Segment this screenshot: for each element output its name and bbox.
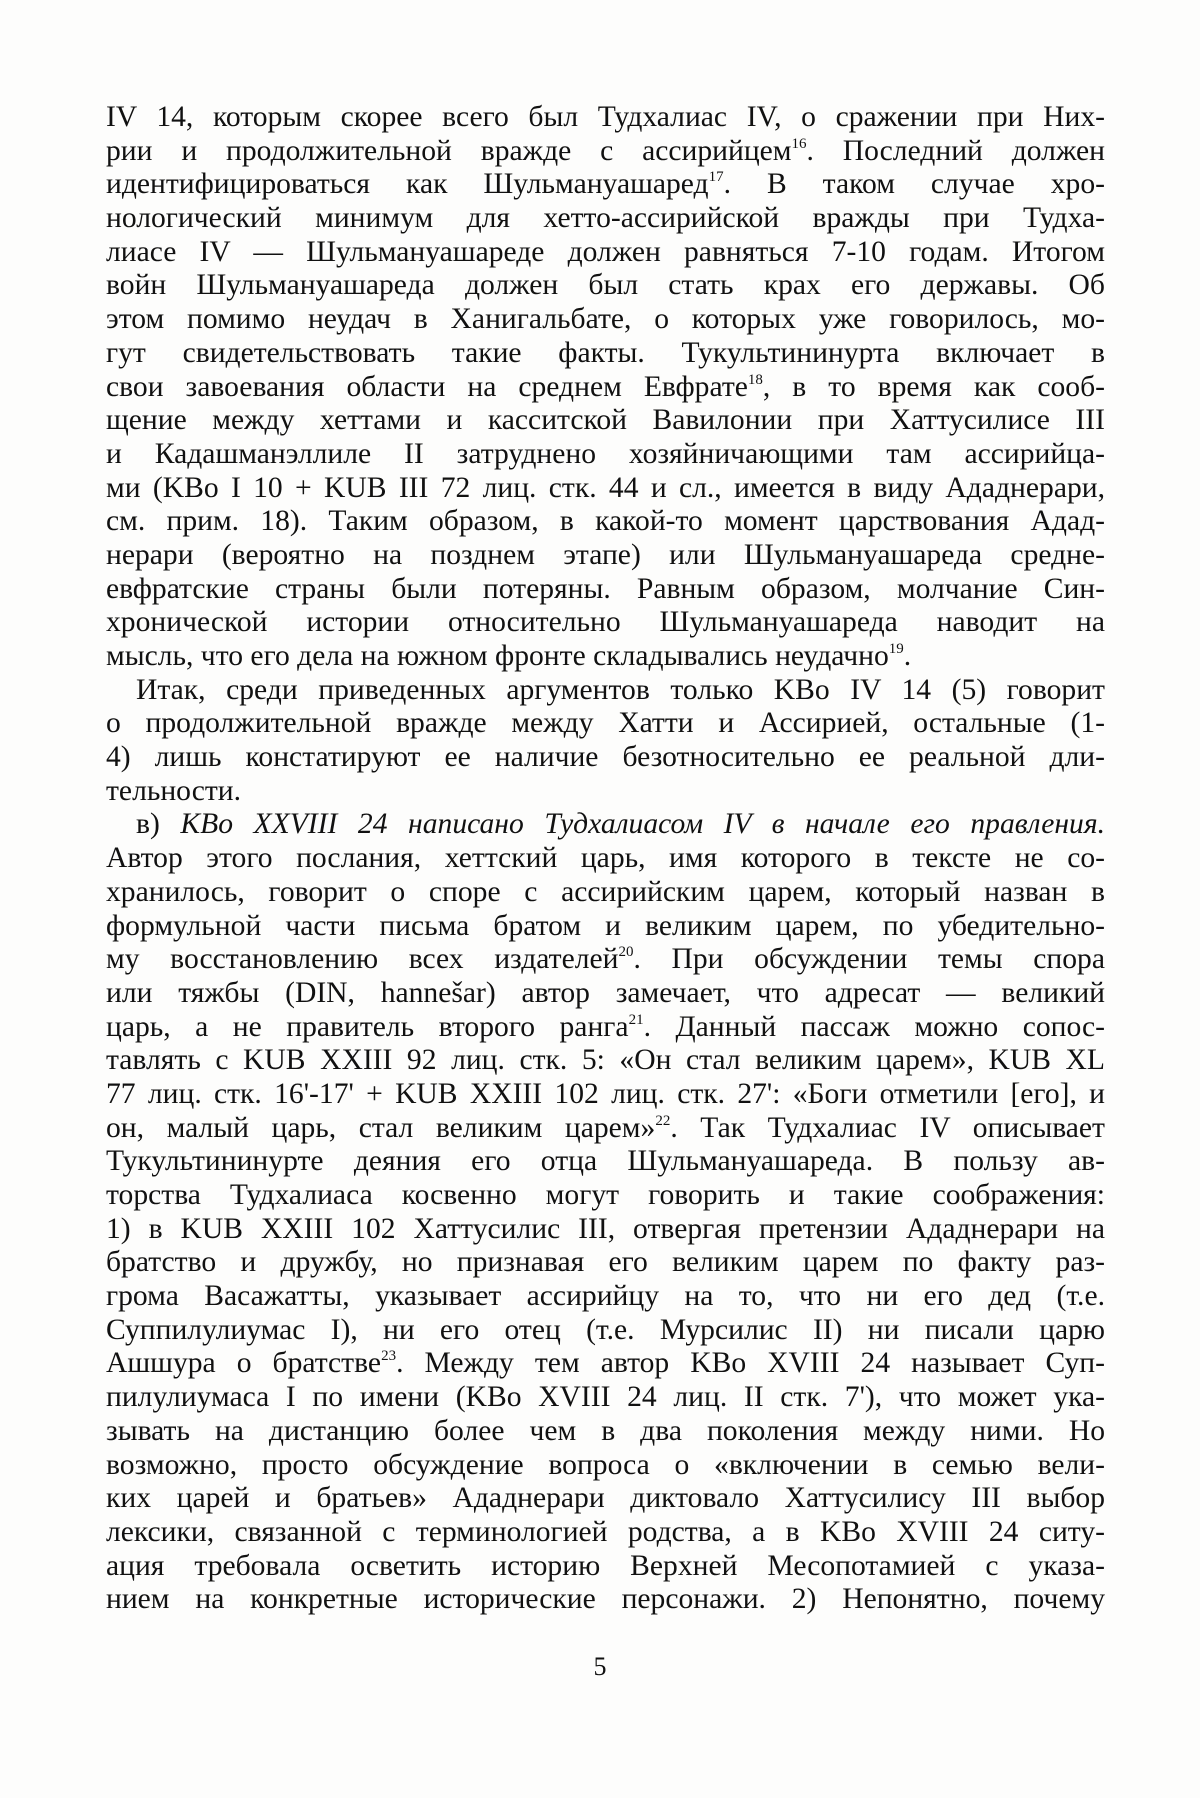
text-line xyxy=(106,472,1105,506)
text-line xyxy=(106,1415,1105,1449)
text-segment: свои завоевания области на среднем Евфрате xyxy=(106,370,748,403)
text-line xyxy=(106,1449,1105,1483)
text-line xyxy=(106,1044,1105,1078)
text-line xyxy=(106,1112,1105,1146)
text-line xyxy=(106,808,1105,842)
text-line xyxy=(106,202,1105,236)
text-line xyxy=(106,707,1105,741)
text-segment: Тукультининурте деяния его отца Шульмануашареда. В пользу ав- xyxy=(106,1145,1105,1178)
text-segment: о продолжительной вражде между Хатти и Ассирией, остальные (1- xyxy=(106,707,1105,740)
text-segment: см. прим. 18). Таким образом, в какой-то момент царствования Адад- xyxy=(106,505,1105,538)
text-line xyxy=(106,101,1105,135)
footnote-ref: 23 xyxy=(381,1348,397,1365)
text-line xyxy=(106,1213,1105,1247)
text-segment: рии и продолжительной вражде с ассирийцем xyxy=(106,134,792,167)
text-segment: пилулиумаса I по имени (KBo XVIII 24 лиц. II стк. 7'), что может ука- xyxy=(106,1381,1105,1414)
text-segment: . Так Тудхалиас IV описывает xyxy=(670,1111,1105,1144)
text-segment: тавлять с KUB XXIII 92 лиц. стк. 5: «Он стал великим царем», KUB XL xyxy=(106,1044,1105,1077)
footnote-ref: 18 xyxy=(747,371,763,388)
text-line xyxy=(106,876,1105,910)
page-number: 5 xyxy=(593,1652,607,1681)
text-line xyxy=(106,1482,1105,1516)
text-segment: . В таком случае хро- xyxy=(723,168,1105,201)
text-segment: хранилось, говорит о споре с ассирийским царем, который назван в xyxy=(106,875,1105,908)
text-segment: торства Тудхалиаса косвенно могут говорить и такие соображения: xyxy=(106,1179,1105,1211)
text-line xyxy=(106,573,1105,607)
text-segment: щение между хеттами и касситской Вавилонии при Хаттусилисе III xyxy=(106,404,1105,437)
text-line xyxy=(106,674,1105,708)
text-line xyxy=(106,371,1105,405)
text-line xyxy=(106,1583,1105,1617)
footnote-ref: 22 xyxy=(655,1112,671,1129)
text-line xyxy=(106,943,1105,977)
text-segment: . При обсуждении темы спора xyxy=(633,943,1105,976)
text-line xyxy=(106,1179,1105,1213)
text-line xyxy=(106,741,1105,775)
text-segment: мысль, что его дела на южном фронте складывались неудачно xyxy=(106,640,889,672)
text-line xyxy=(106,539,1105,573)
text-line xyxy=(106,1280,1105,1314)
text-line xyxy=(106,505,1105,539)
text-line xyxy=(106,236,1105,270)
text-line xyxy=(106,1550,1105,1584)
text-line xyxy=(106,775,1105,809)
text-segment: и Кадашманэллиле II затруднено хозяйничающими там ассирийца- xyxy=(106,437,1105,470)
text-segment: Суппилулиумас I), ни его отец (т.е. Мурсилис II) ни писали царю xyxy=(106,1313,1105,1346)
text-segment: царь, а не правитель второго ранга xyxy=(106,1010,629,1043)
text-segment: , в то время как сооб- xyxy=(762,370,1105,403)
text-segment: Итак, среди приведенных аргументов только KBo IV 14 (5) говорит xyxy=(136,673,1105,706)
text-segment: Автор этого послания, хеттский царь, имя которого в тексте не со- xyxy=(106,842,1105,875)
footnote-ref: 20 xyxy=(618,944,634,961)
text-line xyxy=(106,438,1105,472)
text-segment: грома Васажатты, указывает ассирийцу на то, что ни его дед (т.е. xyxy=(106,1280,1105,1313)
text-segment: . Между тем автор KBo XVIII 24 называет Суп- xyxy=(396,1347,1105,1380)
text-line xyxy=(106,606,1105,640)
text-segment: 1) в KUB XXIII 102 Хаттусилис III, отвергая претензии Ададнерари на xyxy=(106,1212,1105,1245)
text-segment: нерари (вероятно на позднем этапе) или Шульмануашареда средне- xyxy=(106,538,1105,571)
text-line xyxy=(106,842,1105,876)
text-segment: Ашшура о братстве xyxy=(106,1347,382,1380)
footnote-ref: 17 xyxy=(708,169,724,186)
text-line xyxy=(106,1246,1105,1280)
text-line xyxy=(106,1145,1105,1179)
text-line xyxy=(106,269,1105,303)
text-line xyxy=(106,910,1105,944)
text-segment: . Последний должен xyxy=(806,134,1105,167)
italic-heading: KBo XXVIII 24 написано Тудхалиасом IV в начале его правления. xyxy=(180,808,1105,841)
text-segment: войн Шульмануашареда должен был стать крах его державы. Об xyxy=(106,269,1105,302)
text-line xyxy=(106,337,1105,371)
text-segment: лиасе IV — Шульмануашареде должен равняться 7-10 годам. Итогом xyxy=(106,235,1105,268)
text-segment: 77 лиц. стк. 16'-17' + KUB XXIII 102 лиц. стк. 27': «Боги отметили [его], и xyxy=(106,1077,1105,1110)
text-segment: в) xyxy=(136,808,181,841)
text-line xyxy=(106,1516,1105,1550)
text-line xyxy=(106,404,1105,438)
text-segment: формульной части письма братом и великим царем, по убедительно- xyxy=(106,909,1105,942)
text-segment: он, малый царь, стал великим царем» xyxy=(106,1111,656,1144)
text-segment: ация требовала осветить историю Верхней Месопотамией с указа- xyxy=(106,1549,1105,1582)
text-segment: гут свидетельствовать такие факты. Тукультининурта включает в xyxy=(106,336,1105,369)
body-text xyxy=(106,101,1105,1617)
text-segment: возможно, просто обсуждение вопроса о «включении в семью вели- xyxy=(106,1448,1105,1481)
text-line xyxy=(106,1347,1105,1381)
text-segment: хронической истории относительно Шульмануашареда наводит на xyxy=(106,606,1105,639)
text-line xyxy=(106,1078,1105,1112)
text-segment: евфратские страны были потеряны. Равным образом, молчание Син- xyxy=(106,572,1105,605)
text-segment: . xyxy=(903,640,912,672)
text-segment: IV 14, которым скорее всего был Тудхалиас IV, о сражении при Них- xyxy=(106,101,1105,133)
text-line xyxy=(106,640,1105,674)
text-segment: 4) лишь констатируют ее наличие безотносительно ее реальной дли- xyxy=(106,741,1105,774)
text-line xyxy=(106,1381,1105,1415)
text-line xyxy=(106,977,1105,1011)
text-segment: му восстановлению всех издателей xyxy=(106,943,619,976)
text-segment: ми (KBo I 10 + KUB III 72 лиц. стк. 44 и сл., имеется в виду Ададнерари, xyxy=(106,471,1105,504)
text-segment: или тяжбы (DIN, hannešar) автор замечает, что адресат — великий xyxy=(106,976,1105,1009)
footnote-ref: 19 xyxy=(888,641,904,657)
text-segment: тельности. xyxy=(106,774,242,807)
text-line xyxy=(106,135,1105,169)
text-segment: братство и дружбу, но признавая его великим царем по факту раз- xyxy=(106,1246,1105,1279)
text-line xyxy=(106,303,1105,337)
text-segment: нологический минимум для хетто-ассирийской вражды при Тудха- xyxy=(106,202,1105,235)
text-segment: лексики, связанной с терминологией родства, а в KBo XVIII 24 ситу- xyxy=(106,1515,1105,1548)
text-segment: . Данный пассаж можно сопос- xyxy=(643,1010,1105,1043)
text-segment: нием на конкретные исторические персонажи. 2) Непонятно, почему xyxy=(106,1583,1105,1616)
footnote-ref: 16 xyxy=(791,135,807,152)
text-line xyxy=(106,1011,1105,1045)
text-segment: ких царей и братьев» Ададнерари диктовало Хаттусилису III выбор xyxy=(106,1482,1105,1515)
text-line xyxy=(106,1314,1105,1348)
footnote-ref: 21 xyxy=(628,1011,644,1028)
text-segment: этом помимо неудач в Ханигальбате, о которых уже говорилось, мо- xyxy=(106,303,1105,336)
text-segment: идентифицироваться как Шульмануашаред xyxy=(106,168,709,201)
text-line xyxy=(106,168,1105,202)
text-segment: зывать на дистанцию более чем в два поколения между ними. Но xyxy=(106,1414,1105,1447)
